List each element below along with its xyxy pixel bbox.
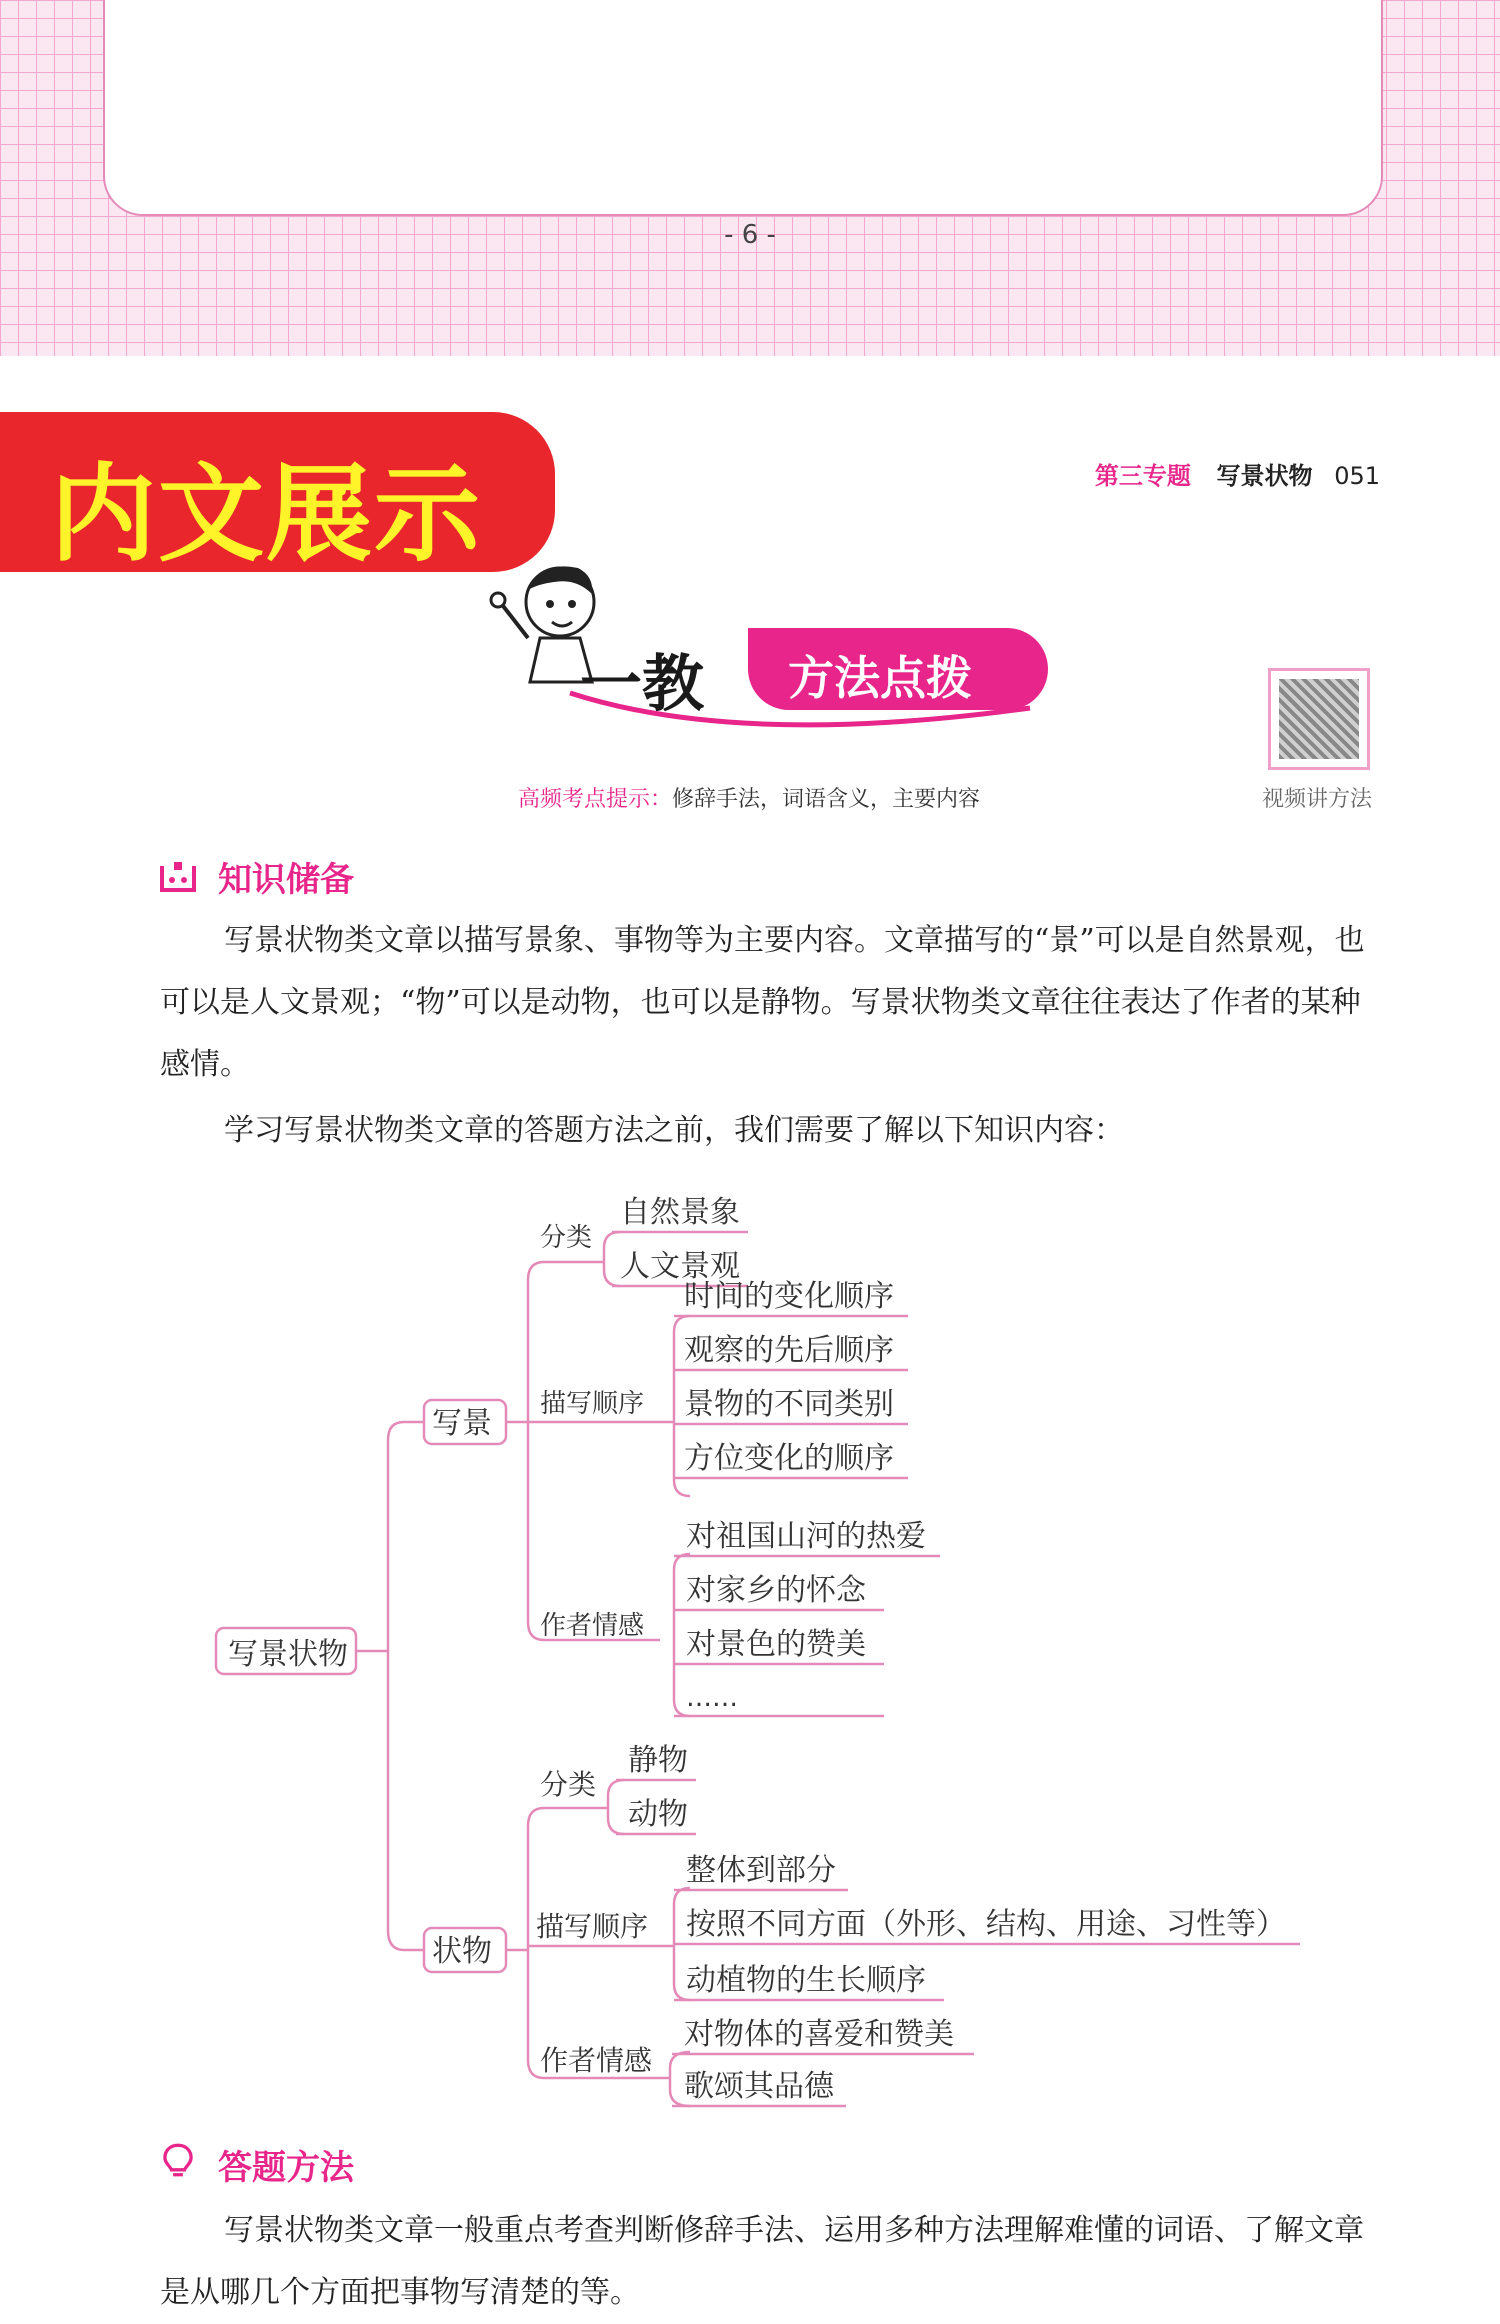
map-jing-emo-1: 对家乡的怀念 [686, 1573, 866, 1608]
map-root: 写景状物 [228, 1637, 348, 1672]
page-number: - 6 - [724, 220, 776, 250]
map-wu-order: 描写顺序 [536, 1910, 649, 1943]
map-jing-emo-0: 对祖国山河的热爱 [686, 1519, 926, 1554]
map-wu-emo-1: 歌颂其品德 [684, 2069, 834, 2104]
hint-text: 修辞手法，词语含义，主要内容 [672, 787, 981, 812]
map-wu-order-2: 动植物的生长顺序 [686, 1963, 926, 1998]
map-jing-order: 描写顺序 [540, 1389, 645, 1419]
knowledge-paragraph-2: 学习写景状物类文章的答题方法之前，我们需要了解以下知识内容： [224, 1113, 1124, 1148]
map-jing: 写景 [432, 1406, 492, 1441]
map-wu-order-0: 整体到部分 [686, 1853, 836, 1888]
map-jing-emo: 作者情感 [540, 1611, 645, 1641]
knowledge-paragraph-1: 写景状物类文章以描写景象、事物等为主要内容。文章描写的“景”可以是自然景观，也可以是人文景观；“物”可以是动物，也可以是静物。写景状物类文章往往表达了作者的某种感情。 [160, 923, 1365, 1082]
qr-label: 视频讲方法 [1262, 787, 1373, 812]
method-title: 答题方法 [218, 2148, 354, 2188]
hint-label: 高频考点提示： [518, 787, 673, 812]
header-topic: 第三专题 [1094, 462, 1191, 490]
map-wu-cls-1: 动物 [628, 1797, 688, 1832]
map-wu-emo-0: 对物体的喜爱和赞美 [684, 2017, 954, 2052]
map-jing-order-1: 观察的先后顺序 [684, 1333, 894, 1368]
map-jing-emo-3: …… [686, 1683, 738, 1713]
method-paragraph-1: 写景状物类文章一般重点考查判断修辞手法、运用多种方法理解难懂的词语、了解文章是从哪几个方面把事物写清楚的等。 [160, 2213, 1364, 2310]
map-jing-cls: 分类 [540, 1223, 593, 1253]
map-jing-cls-1: 人文景观 [620, 1249, 740, 1284]
map-wu-emo: 作者情感 [540, 2044, 653, 2077]
map-wu: 状物 [432, 1934, 492, 1969]
map-jing-emo-2: 对景色的赞美 [686, 1627, 866, 1662]
teach-pill-label: 方法点拨 [788, 651, 972, 705]
lightbulb-icon [158, 2142, 198, 2178]
banner-label: 内文展示 [50, 453, 482, 576]
header-section: 写景状物 [1216, 462, 1313, 490]
header-page: 051 [1334, 462, 1380, 490]
map-jing-order-0: 时间的变化顺序 [684, 1279, 894, 1314]
teach-main-title: 一教 [580, 647, 705, 720]
map-jing-order-3: 方位变化的顺序 [684, 1441, 894, 1476]
map-jing-cls-0: 自然景象 [620, 1195, 740, 1230]
map-wu-cls: 分类 [540, 1768, 597, 1801]
map-wu-order-1: 按照不同方面（外形、结构、用途、习性等） [686, 1907, 1286, 1942]
map-jing-order-2: 景物的不同类别 [684, 1387, 894, 1422]
knowledge-title: 知识储备 [218, 860, 354, 900]
map-wu-cls-0: 静物 [628, 1743, 688, 1778]
